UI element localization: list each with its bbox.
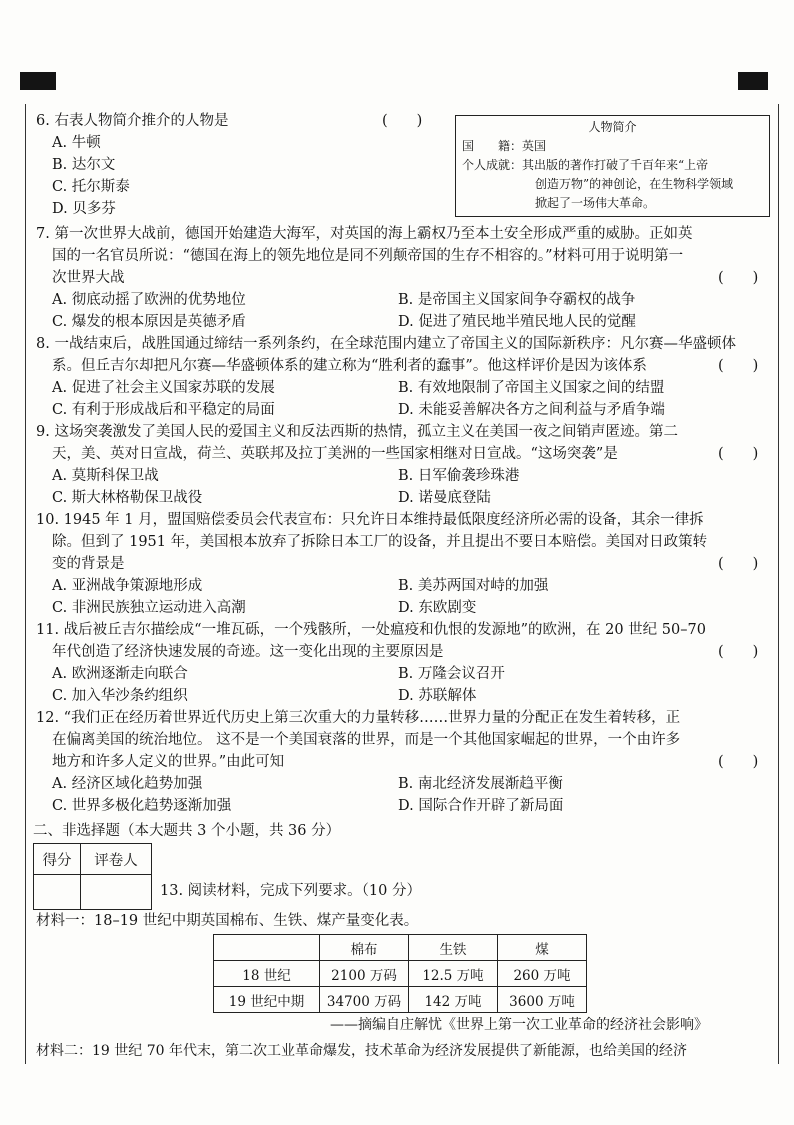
q8-option-a: A. 促进了社会主义国家苏联的发展 bbox=[52, 380, 275, 396]
q8-option-c: C. 有利于形成战后和平稳定的局面 bbox=[52, 402, 275, 418]
table-cell: 260 万吨 bbox=[498, 961, 587, 987]
profile-nationality: 国 籍：英国 bbox=[462, 139, 547, 153]
grader-header: 评卷人 bbox=[81, 844, 152, 875]
q8-option-b: B. 有效地限制了帝国主义国家之间的结盟 bbox=[398, 380, 665, 396]
q6-stem: 6. 右表人物简介推介的人物是 bbox=[36, 113, 229, 129]
q9-option-d: D. 诺曼底登陆 bbox=[398, 490, 491, 506]
q6-option-c: C. 托尔斯泰 bbox=[52, 179, 130, 195]
q11-stem-line1: 11. 战后被丘吉尔描绘成“一堆瓦砾，一个残骸所，一处瘟疫和仇恨的发源地”的欧洲，在 20 世纪 50–70 bbox=[36, 622, 706, 638]
table-cell: 142 万吨 bbox=[409, 987, 498, 1013]
profile-achievement-line2: 创造万物”的神创论，在生物科学领域 bbox=[535, 177, 734, 191]
q10-stem-line3: 变的背景是 bbox=[52, 556, 125, 572]
q11-option-c: C. 加入华沙条约组织 bbox=[52, 688, 188, 704]
q12-option-d: D. 国际合作开辟了新局面 bbox=[398, 798, 564, 814]
q10-option-d: D. 东欧剧变 bbox=[398, 600, 477, 616]
material1-source: ——摘编自庄解忧《世界上第一次工业革命的经济社会影响》 bbox=[330, 1017, 708, 1033]
registration-mark-right bbox=[738, 72, 768, 90]
table-row bbox=[214, 961, 587, 987]
table-header-cell: 棉布 bbox=[320, 935, 409, 961]
q12-option-a: A. 经济区域化趋势加强 bbox=[52, 776, 203, 792]
q11-stem-line2: 年代创造了经济快速发展的奇迹。这一变化出现的主要原因是 bbox=[52, 644, 444, 660]
q12-answer-paren[interactable]: ( ) bbox=[718, 754, 759, 770]
q7-option-a: A. 彻底动摇了欧洲的优势地位 bbox=[52, 292, 246, 308]
q6-option-b: B. 达尔文 bbox=[52, 157, 116, 173]
score-table bbox=[33, 843, 152, 910]
material1-intro: 材料一：18–19 世纪中期英国棉布、生铁、煤产量变化表。 bbox=[36, 913, 419, 929]
q13-stem: 13. 阅读材料，完成下列要求。（10 分） bbox=[160, 883, 421, 899]
q8-stem-line2: 系。但丘吉尔却把凡尔赛—华盛顿体系的建立称为“胜利者的蠢事”。他这样评价是因为该体系 bbox=[52, 358, 647, 374]
production-table bbox=[213, 934, 587, 1013]
table-header-cell bbox=[214, 935, 320, 961]
q7-option-c: C. 爆发的根本原因是英德矛盾 bbox=[52, 314, 246, 330]
q11-option-a: A. 欧洲逐渐走向联合 bbox=[52, 666, 188, 682]
q10-option-b: B. 美苏两国对峙的加强 bbox=[398, 578, 549, 594]
profile-achievement-line3: 掀起了一场伟大革命。 bbox=[535, 196, 656, 210]
q9-option-b: B. 日军偷袭珍珠港 bbox=[398, 468, 520, 484]
table-cell: 12.5 万吨 bbox=[409, 961, 498, 987]
q9-answer-paren[interactable]: ( ) bbox=[718, 446, 759, 462]
table-cell: 18 世纪 bbox=[214, 961, 320, 987]
table-header-row bbox=[214, 935, 587, 961]
section-2-title: 二、非选择题（本大题共 3 个小题，共 36 分） bbox=[33, 823, 341, 839]
q9-stem-line2: 天，美、英对日宣战，荷兰、英联邦及拉丁美洲的一些国家相继对日宣战。“这场突袭”是 bbox=[52, 446, 618, 462]
q8-stem-line1: 8. 一战结束后，战胜国通过缔结一系列条约，在全球范围内建立了帝国主义的国际新秩序：凡尔赛—华盛顿体 bbox=[36, 336, 736, 352]
registration-mark-left bbox=[20, 72, 56, 90]
q7-option-d: D. 促进了殖民地半殖民地人民的觉醒 bbox=[398, 314, 636, 330]
q7-stem-line1: 7. 第一次世界大战前，德国开始建造大海军，对英国的海上霸权乃至本土安全形成严重的威胁。正如英 bbox=[36, 226, 693, 242]
q9-option-c: C. 斯大林格勒保卫战役 bbox=[52, 490, 203, 506]
material2-text: 材料二：19 世纪 70 年代末，第二次工业革命爆发，技术革命为经济发展提供了新能源，也给美国的经济 bbox=[36, 1043, 687, 1059]
table-header-cell: 煤 bbox=[498, 935, 587, 961]
table-cell: 3600 万吨 bbox=[498, 987, 587, 1013]
score-cell[interactable] bbox=[34, 875, 81, 910]
q10-stem-line1: 10. 1945 年 1 月，盟国赔偿委员会代表宣布：只允许日本维持最低限度经济所必需的设备，其余一律拆 bbox=[36, 512, 704, 528]
q6-option-d: D. 贝多芬 bbox=[52, 201, 116, 217]
table-cell: 2100 万码 bbox=[320, 961, 409, 987]
q9-option-a: A. 莫斯科保卫战 bbox=[52, 468, 159, 484]
q6-answer-paren[interactable]: ( ) bbox=[382, 113, 423, 129]
score-header: 得分 bbox=[34, 844, 81, 875]
person-profile-box bbox=[455, 115, 770, 217]
q10-option-c: C. 非洲民族独立运动进入高潮 bbox=[52, 600, 246, 616]
q7-stem-line3: 次世界大战 bbox=[52, 270, 125, 286]
profile-achievement-line1: 个人成就：其出版的著作打破了千百年来“上帝 bbox=[462, 158, 709, 172]
q12-option-b: B. 南北经济发展渐趋平衡 bbox=[398, 776, 563, 792]
q10-stem-line2: 除。但到了 1951 年，美国根本放弃了拆除日本工厂的设备，并且提出不要日本赔偿。美国对日政策转 bbox=[52, 534, 708, 550]
table-cell: 19 世纪中期 bbox=[214, 987, 320, 1013]
q7-answer-paren[interactable]: ( ) bbox=[718, 270, 759, 286]
q12-stem-line2: 在偏离美国的统治地位。 这不是一个美国衰落的世界，而是一个其他国家崛起的世界，一个由许多 bbox=[52, 732, 681, 748]
profile-title: 人物简介 bbox=[588, 120, 637, 134]
q11-answer-paren[interactable]: ( ) bbox=[718, 644, 759, 660]
q7-option-b: B. 是帝国主义国家间争夺霸权的战争 bbox=[398, 292, 636, 308]
q10-option-a: A. 亚洲战争策源地形成 bbox=[52, 578, 203, 594]
q7-stem-line2: 国的一名官员所说：“德国在海上的领先地位是同不列颠帝国的生存不相容的。”材料可用于说明第一 bbox=[52, 248, 684, 264]
q11-option-d: D. 苏联解体 bbox=[398, 688, 477, 704]
table-row bbox=[214, 987, 587, 1013]
q12-option-c: C. 世界多极化趋势逐渐加强 bbox=[52, 798, 232, 814]
q6-option-a: A. 牛顿 bbox=[52, 135, 101, 151]
q9-stem-line1: 9. 这场突袭激发了美国人民的爱国主义和反法西斯的热情，孤立主义在美国一夜之间销声匿迹。第二 bbox=[36, 424, 678, 440]
table-cell: 34700 万码 bbox=[320, 987, 409, 1013]
grader-cell[interactable] bbox=[81, 875, 152, 910]
q11-option-b: B. 万隆会议召开 bbox=[398, 666, 505, 682]
q8-answer-paren[interactable]: ( ) bbox=[718, 358, 759, 374]
table-header-cell: 生铁 bbox=[409, 935, 498, 961]
q12-stem-line3: 地方和许多人定义的世界。”由此可知 bbox=[52, 754, 285, 770]
q10-answer-paren[interactable]: ( ) bbox=[718, 556, 759, 572]
q8-option-d: D. 未能妥善解决各方之间利益与矛盾争端 bbox=[398, 402, 665, 418]
q12-stem-line1: 12. “我们正在经历着世界近代历史上第三次重大的力量转移……世界力量的分配正在发生着转移，正 bbox=[36, 710, 681, 726]
